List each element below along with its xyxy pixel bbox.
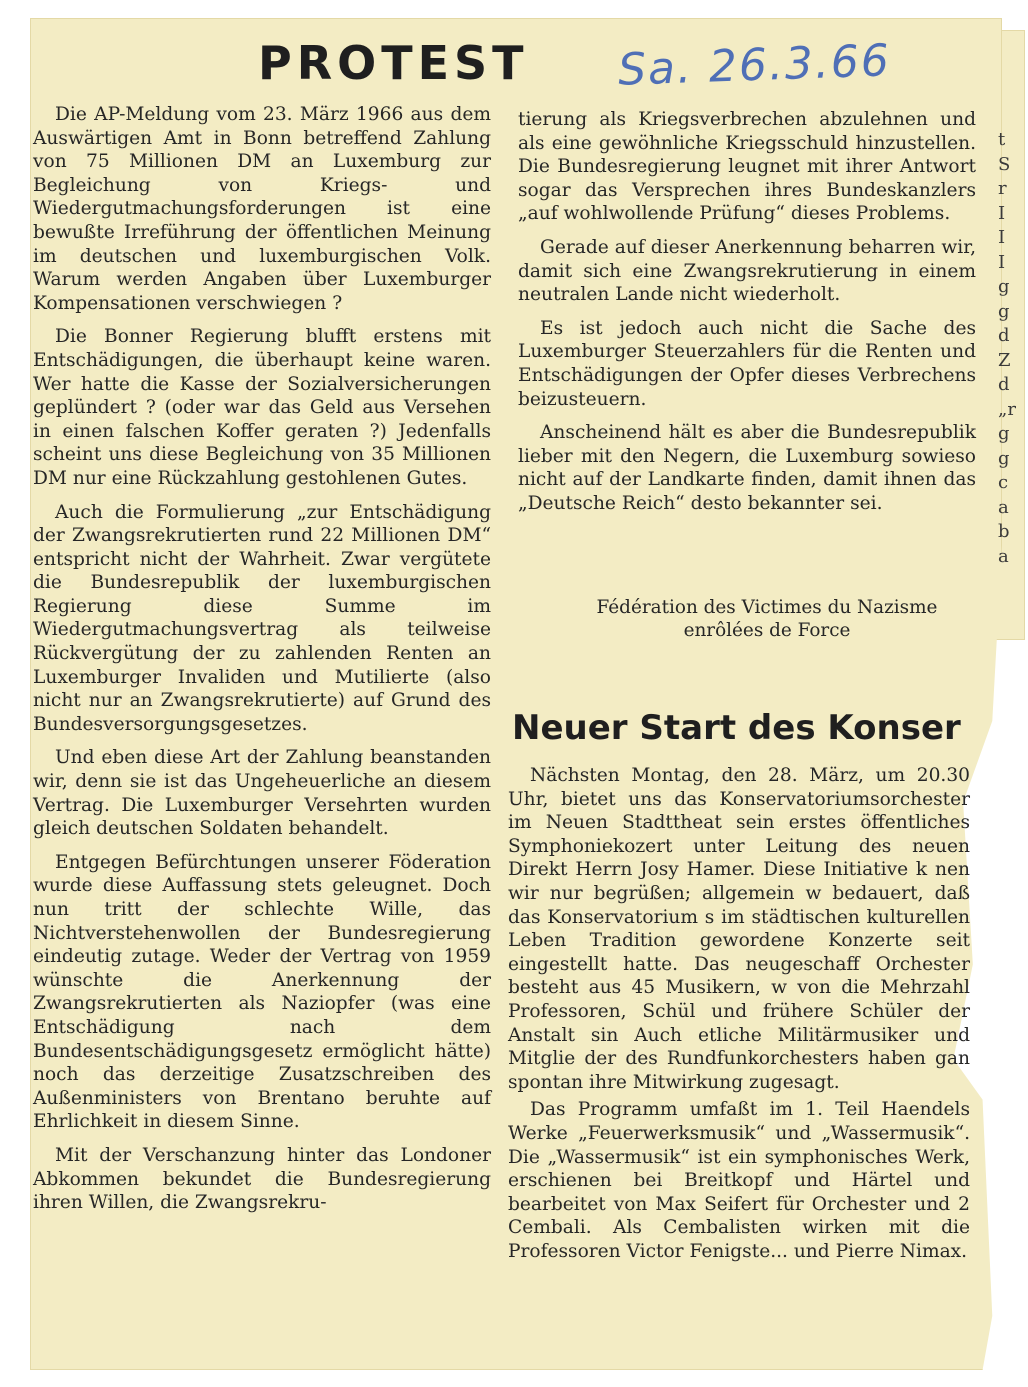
strip-fragment: Z <box>998 349 1011 371</box>
strip-fragment: I <box>998 202 1006 224</box>
paragraph: Es ist jedoch auch nicht die Sache des Luxemburger Steuerzahlers für die Renten und Entschädigungen der Opfer dieses Verbrechens beizusteuern. <box>518 317 976 410</box>
paragraph: Das Programm umfaßt im 1. Teil Haendels Werke „Feuerwerksmusik“ und „Wassermusik“. Die „Wassermusik“ ist ein symphonisches Werk, erschienen bei Breitkopf und Härtel und bearbeitet von Max Seifert für Orchester und 2 Cembali. Als Cembalisten wirken mit die Professoren Victor Fenigste... und Pierre Nimax. <box>508 1099 970 1262</box>
strip-fragment: a <box>998 496 1009 518</box>
article-headline: PROTEST <box>258 36 529 90</box>
strip-fragment: a <box>998 545 1009 567</box>
strip-fragment: r <box>998 178 1007 199</box>
signature-line-1: Fédération des Victimes du Nazisme <box>596 597 938 618</box>
second-article-headline: Neuer Start des Konser <box>512 708 961 748</box>
strip-fragment: I <box>998 227 1006 248</box>
strip-fragment: S <box>998 153 1011 175</box>
strip-fragment: I <box>998 251 1006 273</box>
paragraph: Anscheinend hält es aber die Bundesrepublik lieber mit den Negern, die Luxemburg sowieso nicht auf der Landkarte finden, damit ihnen das „Deutsche Reich“ desto bekannter sei. <box>518 422 976 514</box>
strip-fragment: d <box>998 325 1010 346</box>
paragraph: Die AP-Meldung vom 23. März 1966 aus dem Auswärtigen Amt in Bonn betreffend Zahlung von 75 Millionen DM an Luxemburg zur Begleichung von Kriegs- und Wiedergutmachungsforderungen ist eine bewußte Irreführung der öffentlichen Meinung im deutschen und luxemburgischen Volk. Warum werden Angaben über Luxemburger Kompensationen verschwiegen ? <box>33 104 491 314</box>
cut-off-text-strip <box>998 128 1022 569</box>
strip-fragment: g <box>998 423 1010 444</box>
paragraph: Nächsten Montag, den 28. März, um 20.30 Uhr, bietet uns das Konservatoriumsorchester im Neuen Stadttheat sein erstes öffentliches Symphoniekozert unter Leitung des neuen Direkt Herrn Josy Hamer. Diese Initiative k nen wir nur begrüßen; allgemein w bedauert, daß das Konservatorium s im städtischen kulturellen Leben Tradition gewordene Konzerte seit eingestellt hatte. Das neugeschaff Orchester besteht aus 45 Musikern, w von die Mehrzahl Professoren, Schül und frühere Schüler der Anstalt sin Auch etliche Militärmusiker und Mitglie der des Rundfunkorchesters haben gan spontan ihre Mitwirkung zugesagt. <box>508 765 970 1093</box>
paragraph: Und eben diese Art der Zahlung beanstanden wir, denn sie ist das Ungeheuerliche an diesem Vertrag. Die Luxemburger Versehrten wurden gleich deutschen Soldaten behandelt. <box>33 747 491 840</box>
paragraph: tierung als Kriegsverbrechen abzulehnen und als eine gewöhnliche Kriegsschuld hinzustellen. Die Bundesregierung leugnet mit ihrer Antwort sogar das Versprechen ihres Bundeskanzlers „auf wohlwollende Prüfung“ dieses Problems. <box>518 109 976 225</box>
strip-fragment: g <box>998 276 1010 297</box>
paragraph: Mit der Verschanzung hinter das Londoner Abkommen bekundet die Bundesregierung ihren Willen, die Zwangsrekru- <box>33 1144 491 1214</box>
second-article-body <box>508 764 970 1267</box>
paragraph: Entgegen Befürchtungen unserer Föderation wurde diese Auffassung stets geleugnet. Doch nun tritt der schlechte Wille, das Nichtverstehenwollen der Bundesregierung eindeutig zutage. Weder der Vertrag von 1959 wünschte die Anerkennung der Zwangsrekrutierten als Naziopfer (was eine Entschädigung nach dem Bundesentschädigungsgesetz ermöglicht hätte) noch das derzeitige Zusatzschreiben des Außenministers von Brentano beruhte auf Ehrlichkeit in diesem Sinne. <box>33 851 491 1133</box>
handwritten-date: Sa. 26.3.66 <box>617 35 892 96</box>
paragraph: Auch die Formulierung „zur Entschädigung der Zwangsrekrutierten rund 22 Millionen DM“ entspricht nicht der Wahrheit. Zwar vergütete die Bundesrepublik der luxemburgischen Regierung diese Summe im Wiedergutmachungsvertrag als teilweise Rückvergütung der zu zahlenden Renten an Luxemburger Invaliden und Mutilierte (also nicht nur an Zwangsrekrutierte) auf Grund des Bundesversorgungsgesetzes. <box>33 501 491 735</box>
strip-fragment: t <box>998 129 1006 150</box>
strip-fragment: d <box>998 374 1010 395</box>
strip-fragment: c <box>998 472 1009 493</box>
signature-line-2: enrôlées de Force <box>683 620 851 641</box>
paragraph: Die Bonner Regierung blufft erstens mit Entschädigungen, die überhaupt keine waren. Wer hatte die Kasse der Sozialversicherungen geplündert ? (oder war das Geld aus Versehen in einen falschen Koffer geraten ?) Jedenfalls scheint uns diese Begleichung von 35 Millionen DM nur eine Rückzahlung gestohlenen Gutes. <box>33 326 491 489</box>
strip-fragment: b <box>998 521 1010 542</box>
strip-fragment: g <box>998 447 1010 469</box>
right-column <box>518 108 976 526</box>
strip-fragment: „r <box>998 398 1016 420</box>
signature <box>560 596 974 642</box>
left-column <box>33 103 491 1225</box>
paragraph: Gerade auf dieser Anerkennung beharren wir, damit sich eine Zwangsrekrutierung in einem neutralen Lande nicht wiederholt. <box>518 236 976 306</box>
strip-fragment: g <box>998 300 1010 322</box>
